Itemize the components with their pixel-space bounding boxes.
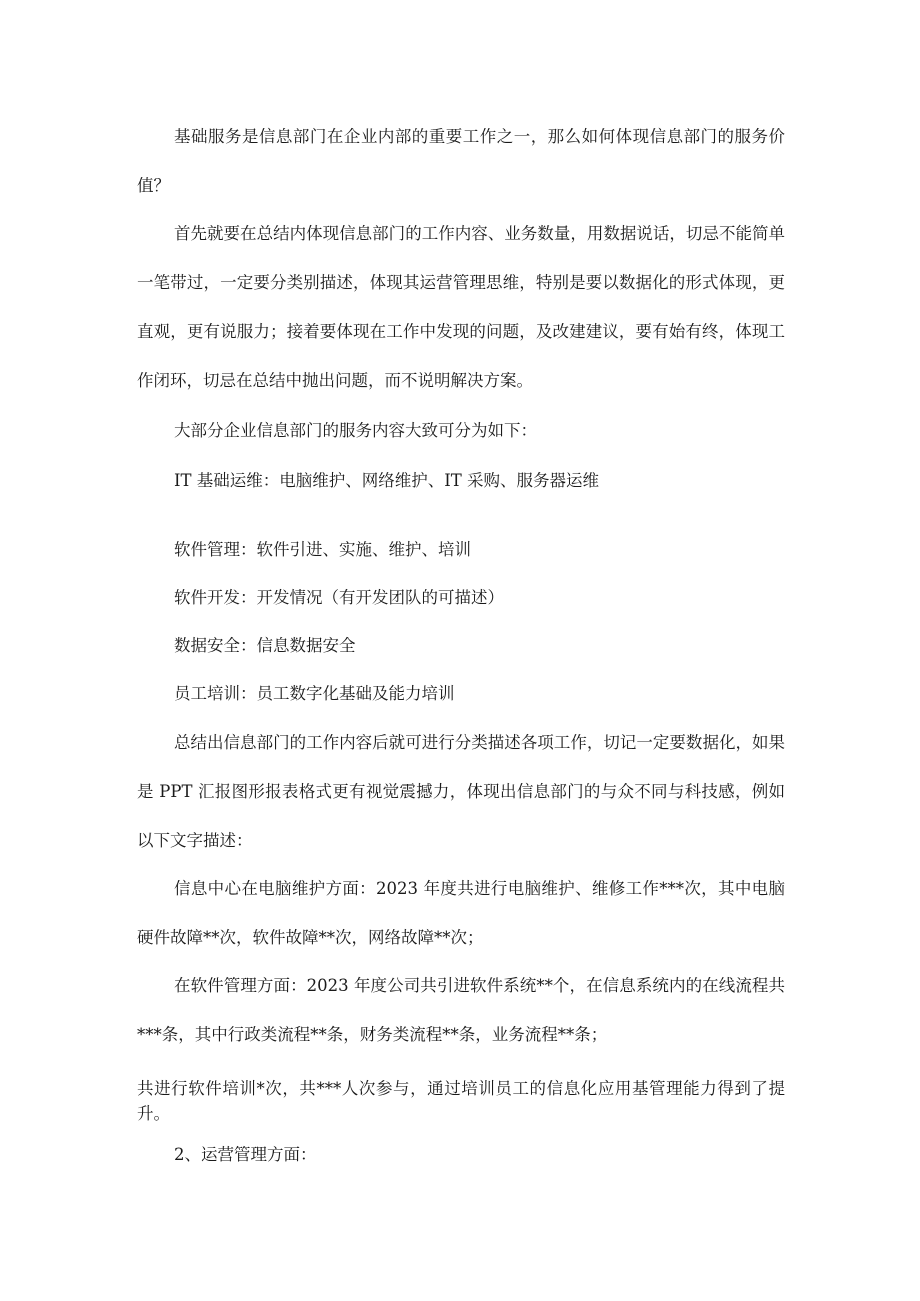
- paragraph-pc-maintenance: 信息中心在电脑维护方面：2023 年度共进行电脑维护、维修工作***次，其中电脑硬件故障**次，软件故障**次，网络故障**次；: [137, 879, 785, 947]
- list-item-software-management: 软件管理：软件引进、实施、维护、培训: [174, 540, 471, 559]
- list-item-staff-training: 员工培训：员工数字化基础及能力培训: [174, 684, 455, 703]
- paragraph-summary-guidance: 首先就要在总结内体现信息部门的工作内容、业务数量，用数据说话，切忌不能简单一笔带过，一定要分类别描述，体现其运营管理思维，特别是要以数据化的形式体现，更直观，更有说服力；接着要体现在工作中发现的问题，及改建建议，要有始有终，体现工作闭环，切忌在总结中抛出问题，而不说明解决方案。: [137, 224, 785, 390]
- paragraph-software-management: 在软件管理方面：2023 年度公司共引进软件系统**个，在信息系统内的在线流程共***条，其中行政类流程**条，财务类流程**条，业务流程**条；: [137, 976, 785, 1044]
- section-heading-operations: 2、运营管理方面：: [174, 1145, 317, 1164]
- paragraph-software-training: 共进行软件培训*次，共***人次参与，通过培训员工的信息化应用基管理能力得到了提升。: [137, 1079, 785, 1123]
- paragraph-intro: 基础服务是信息部门在企业内部的重要工作之一，那么如何体现信息部门的服务价值？: [137, 127, 785, 195]
- list-item-software-development: 软件开发：开发情况（有开发团队的可描述）: [174, 588, 504, 607]
- paragraph-datafication: 总结出信息部门的工作内容后就可进行分类描述各项工作，切记一定要数据化，如果是 PPT 汇报图形报表格式更有视觉震撼力，体现出信息部门的与众不同与科技感，例如以下文字描述：: [137, 733, 785, 850]
- paragraph-service-categories-intro: 大部分企业信息部门的服务内容大致可分为如下：: [174, 421, 537, 440]
- list-item-data-security: 数据安全：信息数据安全: [174, 636, 356, 655]
- list-item-it-ops: IT 基础运维：电脑维护、网络维护、IT 采购、服务器运维: [174, 471, 600, 490]
